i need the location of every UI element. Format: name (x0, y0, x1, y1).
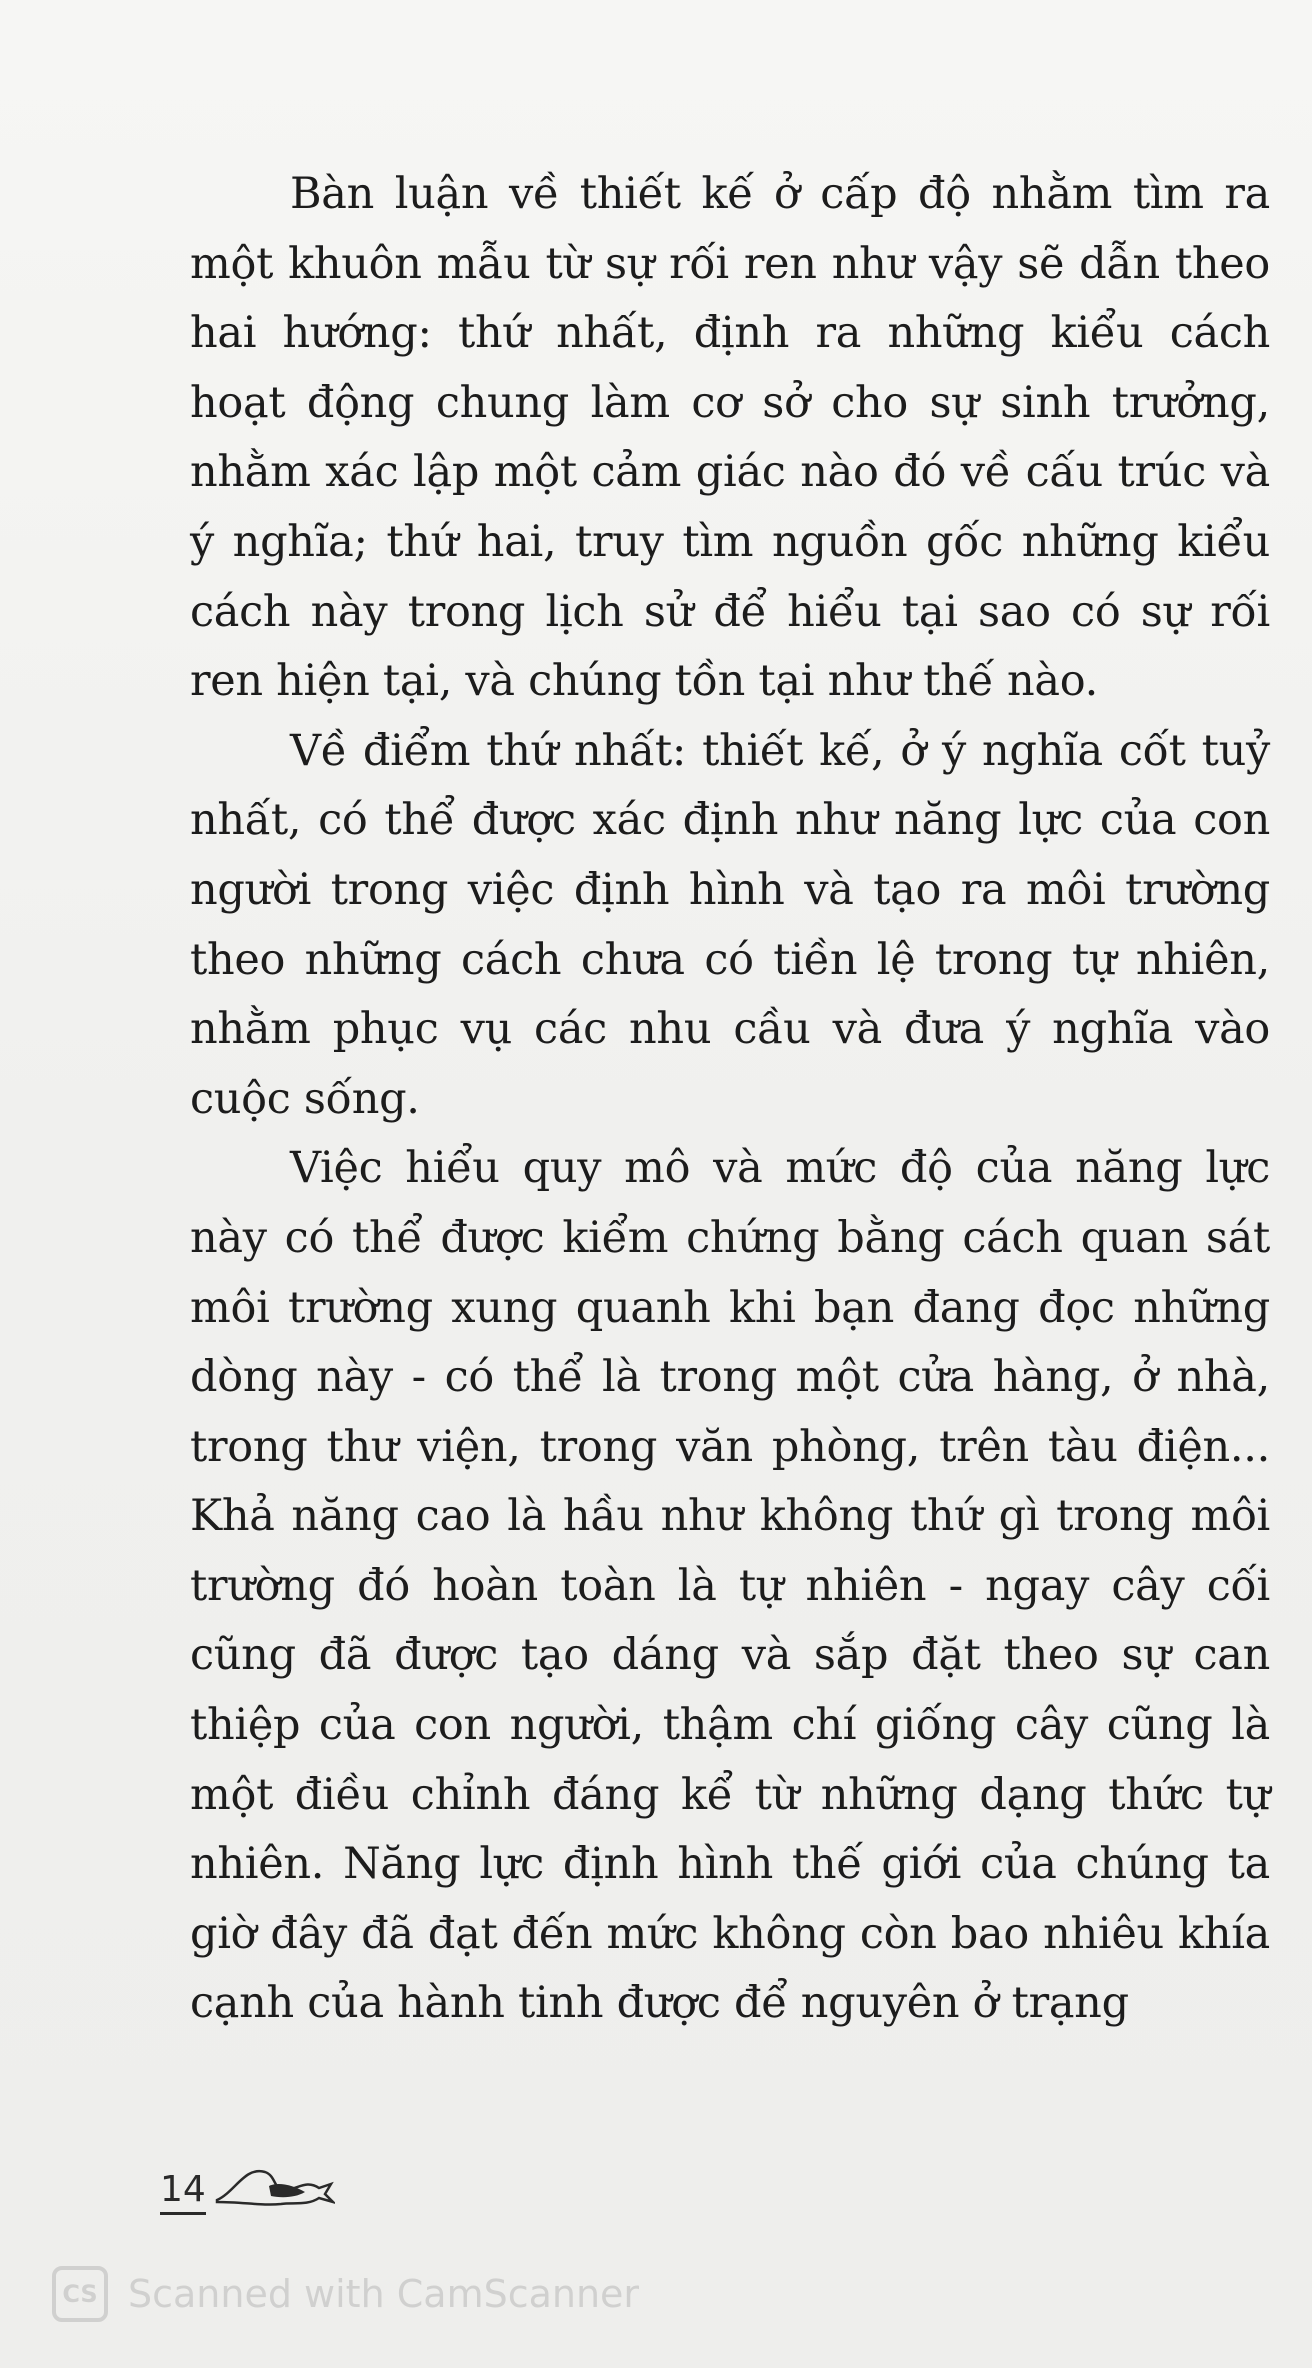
page-footer (160, 2170, 460, 2230)
camscanner-logo: CS (52, 2266, 108, 2322)
paragraph-3: Việc hiểu quy mô và mức độ của năng lực này có thể được kiểm chứng bằng cách quan sát môi trường xung quanh khi bạn đang đọc những dòng này - có thể là trong một cửa hàng, ở nhà, trong thư viện, trong văn phòng, trên tàu điện... Khả năng cao là hầu như không thứ gì trong môi trường đó hoàn toàn là tự nhiên - ngay cây cối cũng đã được tạo dáng và sắp đặt theo sự can thiệp của con người, thậm chí giống cây cũng là một điều chỉnh đáng kể từ những dạng thức tự nhiên. Năng lực định hình thế giới của chúng ta giờ đây đã đạt đến mức không còn bao nhiêu khía cạnh của hành tinh được để nguyên ở trạng (190, 1143, 1270, 2029)
camscanner-watermark (52, 2262, 639, 2326)
fish-ornament-icon (215, 2162, 335, 2212)
paragraph-2: Về điểm thứ nhất: thiết kế, ở ý nghĩa cốt tuỷ nhất, có thể được xác định như năng lực của con người trong việc định hình và tạo ra môi trường theo những cách chưa có tiền lệ trong tự nhiên, nhằm phục vụ các nhu cầu và đưa ý nghĩa vào cuộc sống. (190, 725, 1270, 1124)
watermark-text: Scanned with CamScanner (128, 2272, 640, 2316)
page-number: 14 (160, 2170, 206, 2215)
paragraph-1: Bàn luận về thiết kế ở cấp độ nhằm tìm ra một khuôn mẫu từ sự rối ren như vậy sẽ dẫn theo hai hướng: thứ nhất, định ra những kiểu cách hoạt động chung làm cơ sở cho sự sinh trưởng, nhằm xác lập một cảm giác nào đó về cấu trúc và ý nghĩa; thứ hai, truy tìm nguồn gốc những kiểu cách này trong lịch sử để hiểu tại sao có sự rối ren hiện tại, và chúng tồn tại như thế nào. (190, 169, 1270, 707)
body-text (190, 160, 1270, 2039)
